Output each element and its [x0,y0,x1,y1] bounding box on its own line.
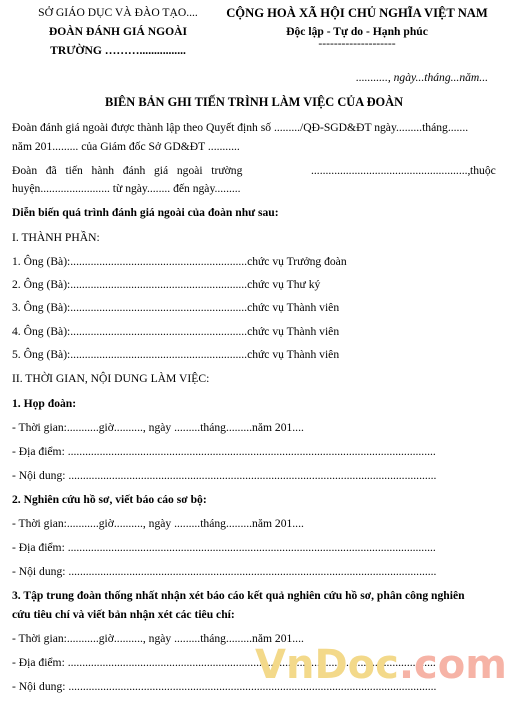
item3-content: - Nội dung: ............................................................................................................................... [12,680,437,693]
date-line: ..........., ngày...tháng...năm... [355,71,488,84]
evaluation-line-1c: thuộc [470,164,496,177]
national-motto: Độc lập - Tự do - Hạnh phúc [286,25,428,38]
evaluation-line-1b: ......................................................, [311,164,471,177]
decision-line-1: Đoàn đánh giá ngoài được thành lập theo Quyết định số ........./QĐ-SGD&ĐT ngày.........tháng....... [12,121,469,134]
member-line: 5. Ông (Bà):.............................................................chức vụ Thành viên [12,348,340,361]
item3-heading-line-1: 3. Tập trung đoàn thống nhất nhận xét báo cáo kết quả nghiên cứu hồ sơ, phân công nghiên [12,589,465,602]
member-line: 3. Ông (Bà):.............................................................chức vụ Thành viên [12,301,340,314]
section-composition-heading: I. THÀNH PHẦN: [12,231,100,244]
member-line: 1. Ông (Bà):.............................................................chức vụ Trưởng đoàn [12,255,347,268]
process-intro: Diễn biến quá trình đánh giá ngoài của đoàn như sau: [12,206,279,219]
member-line: 2. Ông (Bà):.............................................................chức vụ Thư ký [12,278,321,291]
motto-underline: -------------------- [318,37,396,50]
section-schedule-heading: II. THỜI GIAN, NỘI DUNG LÀM VIỆC: [12,372,210,385]
item2-content: - Nội dung: ............................................................................................................................... [12,565,437,578]
item2-place: - Địa điểm: ............................................................................................................................... [12,541,436,554]
item3-place: - Địa điểm: ............................................................................................................................... [12,656,436,669]
issuer-team: ĐOÀN ĐÁNH GIÁ NGOÀI [48,25,188,38]
item1-heading: 1. Họp đoàn: [12,397,77,410]
evaluation-line-1a: Đoàn đã tiến hành đánh giá ngoài trường [12,164,243,177]
national-title: CỘNG HOÀ XÃ HỘI CHỦ NGHĨA VIỆT NAM [226,6,488,20]
member-line: 4. Ông (Bà):.............................................................chức vụ Thành viên [12,325,340,338]
issuer-department: SỞ GIÁO DỤC VÀ ĐÀO TẠO.... [38,6,198,19]
decision-line-2: năm 201......... của Giám đốc Sở GD&ĐT ........... [12,140,240,153]
issuer-school: TRƯỜNG ………................ [50,44,186,57]
item1-place: - Địa điểm: ............................................................................................................................... [12,445,436,458]
item1-content: - Nội dung: ............................................................................................................................... [12,469,437,482]
item3-heading-line-2: cứu tiêu chí và viết bản nhận xét các tiêu chí: [12,608,235,621]
item2-heading: 2. Nghiên cứu hồ sơ, viết báo cáo sơ bộ: [12,493,207,506]
evaluation-line-2: huyện........................ từ ngày........ đến ngày......... [12,182,241,195]
document-title: BIÊN BẢN GHI TIẾN TRÌNH LÀM VIỆC CỦA ĐOÀN [104,95,404,109]
item1-time: - Thời gian:...........giờ.........., ngày .........tháng.........năm 201.... [12,421,304,434]
item3-time: - Thời gian:...........giờ.........., ngày .........tháng.........năm 201.... [12,632,304,645]
item2-time: - Thời gian:...........giờ.........., ngày .........tháng.........năm 201.... [12,517,304,530]
vndoc-watermark-logo: VnDoc.com [255,642,507,688]
